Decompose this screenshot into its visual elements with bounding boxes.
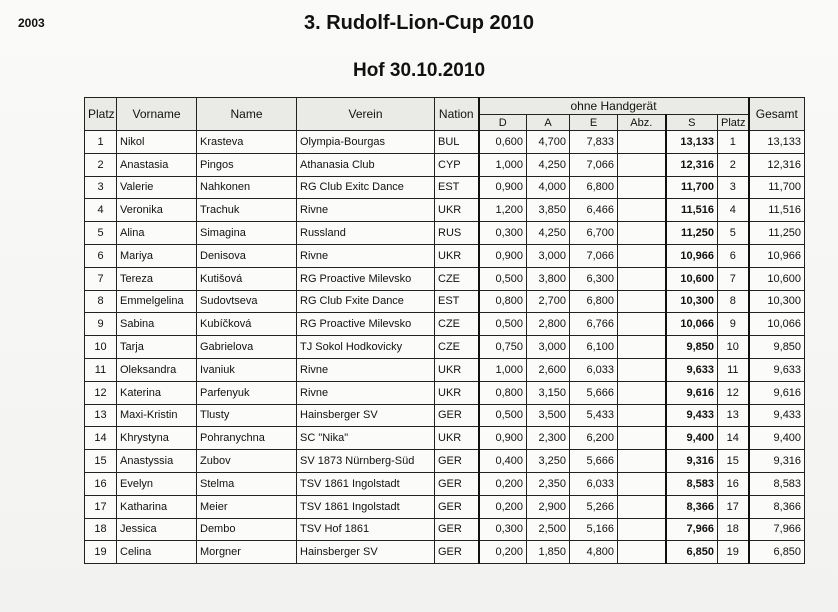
table-row: [85, 313, 805, 336]
cell-name: Sudovtseva: [197, 290, 297, 313]
cell-gesamt: 10,066: [749, 313, 805, 336]
cell-nation: UKR: [435, 358, 479, 381]
page-title: 3. Rudolf-Lion-Cup 2010: [304, 12, 534, 34]
page-subtitle: Hof 30.10.2010: [352, 60, 486, 81]
cell-abz: [618, 290, 666, 313]
cell-verein: Rivne: [297, 381, 435, 404]
cell-d: 0,800: [479, 381, 527, 404]
cell-platz: 19: [85, 541, 117, 564]
cell-platz: 6: [85, 244, 117, 267]
cell-platz: 2: [85, 153, 117, 176]
cell-abz: [618, 267, 666, 290]
cell-e: 6,700: [570, 222, 618, 245]
cell-name: Morgner: [197, 541, 297, 564]
cell-abz: [618, 176, 666, 199]
cell-d: 0,300: [479, 518, 527, 541]
cell-nation: UKR: [435, 427, 479, 450]
cell-platz2: 2: [718, 153, 749, 176]
cell-d: 0,600: [479, 131, 527, 154]
cell-platz2: 8: [718, 290, 749, 313]
cell-s: 9,316: [666, 450, 718, 473]
col-header-s: S: [666, 115, 718, 131]
cell-e: 5,433: [570, 404, 618, 427]
cell-gesamt: 10,966: [749, 244, 805, 267]
cell-s: 8,583: [666, 472, 718, 495]
cell-a: 4,250: [527, 222, 570, 245]
cell-platz: 15: [85, 450, 117, 473]
cell-a: 1,850: [527, 541, 570, 564]
cell-abz: [618, 381, 666, 404]
cell-gesamt: 6,850: [749, 541, 805, 564]
table-row: [85, 336, 805, 359]
table-row: [85, 244, 805, 267]
cell-e: 5,666: [570, 450, 618, 473]
cell-platz2: 9: [718, 313, 749, 336]
cell-vorname: Anastyssia: [117, 450, 197, 473]
table-row: [85, 222, 805, 245]
cell-e: 5,666: [570, 381, 618, 404]
cell-e: 6,800: [570, 290, 618, 313]
cell-abz: [618, 472, 666, 495]
cell-nation: GER: [435, 541, 479, 564]
cell-s: 11,700: [666, 176, 718, 199]
cell-platz: 18: [85, 518, 117, 541]
cell-nation: GER: [435, 450, 479, 473]
cell-abz: [618, 336, 666, 359]
cell-vorname: Veronika: [117, 199, 197, 222]
cell-e: 6,466: [570, 199, 618, 222]
cell-nation: CZE: [435, 336, 479, 359]
cell-platz2: 11: [718, 358, 749, 381]
cell-gesamt: 11,516: [749, 199, 805, 222]
cell-verein: RG Club Fxite Dance: [297, 290, 435, 313]
cell-gesamt: 10,300: [749, 290, 805, 313]
col-header-d: D: [479, 115, 527, 131]
cell-verein: Rivne: [297, 358, 435, 381]
cell-gesamt: 10,600: [749, 267, 805, 290]
cell-abz: [618, 244, 666, 267]
col-header-verein: Verein: [297, 98, 435, 131]
cell-name: Pingos: [197, 153, 297, 176]
cell-platz2: 7: [718, 267, 749, 290]
cell-platz2: 4: [718, 199, 749, 222]
cell-s: 13,133: [666, 131, 718, 154]
cell-platz2: 3: [718, 176, 749, 199]
col-header-e: E: [570, 115, 618, 131]
cell-verein: Rivne: [297, 244, 435, 267]
col-header-group: ohne Handgerät: [479, 98, 749, 115]
table-row: [85, 267, 805, 290]
cell-vorname: Katerina: [117, 381, 197, 404]
cell-s: 9,616: [666, 381, 718, 404]
cell-platz: 5: [85, 222, 117, 245]
cell-a: 2,600: [527, 358, 570, 381]
table-row: [85, 541, 805, 564]
cell-name: Pohranychna: [197, 427, 297, 450]
cell-a: 2,500: [527, 518, 570, 541]
cell-abz: [618, 131, 666, 154]
cell-platz2: 6: [718, 244, 749, 267]
table-row: [85, 290, 805, 313]
cell-e: 6,100: [570, 336, 618, 359]
cell-d: 1,200: [479, 199, 527, 222]
cell-d: 0,200: [479, 472, 527, 495]
col-header-abz: Abz.: [618, 115, 666, 131]
cell-nation: GER: [435, 495, 479, 518]
year-label: 2003: [18, 16, 45, 30]
cell-gesamt: 8,583: [749, 472, 805, 495]
cell-abz: [618, 541, 666, 564]
cell-platz2: 12: [718, 381, 749, 404]
cell-d: 0,900: [479, 244, 527, 267]
cell-nation: EST: [435, 176, 479, 199]
cell-platz: 8: [85, 290, 117, 313]
cell-name: Dembo: [197, 518, 297, 541]
cell-a: 2,300: [527, 427, 570, 450]
cell-e: 6,200: [570, 427, 618, 450]
cell-s: 9,633: [666, 358, 718, 381]
col-header-nation: Nation: [435, 98, 479, 131]
cell-e: 6,800: [570, 176, 618, 199]
cell-abz: [618, 358, 666, 381]
cell-platz: 4: [85, 199, 117, 222]
cell-e: 5,266: [570, 495, 618, 518]
cell-vorname: Tereza: [117, 267, 197, 290]
cell-e: 7,066: [570, 244, 618, 267]
cell-verein: Rivne: [297, 199, 435, 222]
cell-vorname: Katharina: [117, 495, 197, 518]
cell-s: 9,433: [666, 404, 718, 427]
cell-gesamt: 9,400: [749, 427, 805, 450]
cell-vorname: Mariya: [117, 244, 197, 267]
cell-d: 0,750: [479, 336, 527, 359]
cell-nation: CYP: [435, 153, 479, 176]
cell-nation: UKR: [435, 199, 479, 222]
cell-s: 12,316: [666, 153, 718, 176]
cell-s: 11,516: [666, 199, 718, 222]
cell-name: Krasteva: [197, 131, 297, 154]
table-row: [85, 518, 805, 541]
cell-d: 0,200: [479, 541, 527, 564]
cell-verein: Russland: [297, 222, 435, 245]
cell-s: 10,600: [666, 267, 718, 290]
cell-e: 6,300: [570, 267, 618, 290]
cell-platz: 9: [85, 313, 117, 336]
cell-abz: [618, 518, 666, 541]
cell-d: 0,900: [479, 176, 527, 199]
cell-abz: [618, 153, 666, 176]
cell-platz: 11: [85, 358, 117, 381]
cell-abz: [618, 313, 666, 336]
cell-nation: BUL: [435, 131, 479, 154]
cell-verein: Hainsberger SV: [297, 541, 435, 564]
cell-vorname: Maxi-Kristin: [117, 404, 197, 427]
cell-name: Ivaniuk: [197, 358, 297, 381]
cell-e: 4,800: [570, 541, 618, 564]
cell-s: 10,066: [666, 313, 718, 336]
cell-name: Gabrielova: [197, 336, 297, 359]
table-row: [85, 153, 805, 176]
cell-d: 0,500: [479, 404, 527, 427]
cell-d: 0,400: [479, 450, 527, 473]
cell-vorname: Emmelgelina: [117, 290, 197, 313]
table-row: [85, 450, 805, 473]
cell-platz: 3: [85, 176, 117, 199]
cell-gesamt: 9,850: [749, 336, 805, 359]
cell-s: 11,250: [666, 222, 718, 245]
cell-d: 1,000: [479, 358, 527, 381]
cell-nation: EST: [435, 290, 479, 313]
cell-abz: [618, 222, 666, 245]
cell-a: 2,900: [527, 495, 570, 518]
cell-e: 6,766: [570, 313, 618, 336]
cell-a: 4,700: [527, 131, 570, 154]
cell-platz2: 18: [718, 518, 749, 541]
cell-name: Zubov: [197, 450, 297, 473]
table-row: [85, 199, 805, 222]
cell-abz: [618, 495, 666, 518]
table-row: [85, 404, 805, 427]
cell-e: 6,033: [570, 358, 618, 381]
col-header-gesamt: Gesamt: [749, 98, 805, 131]
cell-gesamt: 9,616: [749, 381, 805, 404]
cell-name: Tlusty: [197, 404, 297, 427]
cell-gesamt: 7,966: [749, 518, 805, 541]
cell-platz2: 14: [718, 427, 749, 450]
col-header-a: A: [527, 115, 570, 131]
cell-a: 4,000: [527, 176, 570, 199]
cell-name: Kutišová: [197, 267, 297, 290]
cell-a: 3,850: [527, 199, 570, 222]
cell-verein: TSV 1861 Ingolstadt: [297, 495, 435, 518]
cell-nation: GER: [435, 404, 479, 427]
cell-s: 10,300: [666, 290, 718, 313]
col-header-name: Name: [197, 98, 297, 131]
cell-vorname: Anastasia: [117, 153, 197, 176]
cell-platz2: 1: [718, 131, 749, 154]
cell-abz: [618, 404, 666, 427]
cell-s: 8,366: [666, 495, 718, 518]
cell-gesamt: 8,366: [749, 495, 805, 518]
cell-platz2: 17: [718, 495, 749, 518]
cell-platz2: 13: [718, 404, 749, 427]
cell-nation: RUS: [435, 222, 479, 245]
cell-platz: 14: [85, 427, 117, 450]
cell-gesamt: 9,316: [749, 450, 805, 473]
cell-s: 7,966: [666, 518, 718, 541]
cell-vorname: Khrystyna: [117, 427, 197, 450]
cell-nation: CZE: [435, 267, 479, 290]
cell-d: 0,900: [479, 427, 527, 450]
cell-vorname: Evelyn: [117, 472, 197, 495]
cell-verein: Hainsberger SV: [297, 404, 435, 427]
cell-name: Denisova: [197, 244, 297, 267]
cell-d: 0,500: [479, 267, 527, 290]
cell-d: 0,300: [479, 222, 527, 245]
cell-vorname: Valerie: [117, 176, 197, 199]
cell-nation: CZE: [435, 313, 479, 336]
cell-e: 7,833: [570, 131, 618, 154]
cell-platz: 10: [85, 336, 117, 359]
cell-vorname: Oleksandra: [117, 358, 197, 381]
table-row: [85, 358, 805, 381]
cell-vorname: Tarja: [117, 336, 197, 359]
cell-a: 3,800: [527, 267, 570, 290]
cell-platz2: 5: [718, 222, 749, 245]
cell-platz: 13: [85, 404, 117, 427]
cell-verein: TJ Sokol Hodkovicky: [297, 336, 435, 359]
cell-name: Kubíčková: [197, 313, 297, 336]
cell-e: 5,166: [570, 518, 618, 541]
cell-platz: 1: [85, 131, 117, 154]
cell-vorname: Alina: [117, 222, 197, 245]
cell-verein: TSV 1861 Ingolstadt: [297, 472, 435, 495]
cell-a: 3,150: [527, 381, 570, 404]
cell-platz: 7: [85, 267, 117, 290]
cell-verein: SV 1873 Nürnberg-Süd: [297, 450, 435, 473]
cell-a: 2,700: [527, 290, 570, 313]
cell-name: Meier: [197, 495, 297, 518]
cell-gesamt: 11,250: [749, 222, 805, 245]
cell-e: 6,033: [570, 472, 618, 495]
cell-a: 4,250: [527, 153, 570, 176]
cell-d: 0,200: [479, 495, 527, 518]
cell-name: Stelma: [197, 472, 297, 495]
cell-platz2: 16: [718, 472, 749, 495]
cell-verein: Olympia-Bourgas: [297, 131, 435, 154]
cell-platz2: 15: [718, 450, 749, 473]
cell-nation: UKR: [435, 381, 479, 404]
cell-d: 0,500: [479, 313, 527, 336]
cell-a: 3,250: [527, 450, 570, 473]
cell-gesamt: 12,316: [749, 153, 805, 176]
cell-a: 3,500: [527, 404, 570, 427]
cell-name: Simagina: [197, 222, 297, 245]
cell-abz: [618, 427, 666, 450]
col-header-vorname: Vorname: [117, 98, 197, 131]
col-header-platz: Platz: [85, 98, 117, 131]
cell-name: Trachuk: [197, 199, 297, 222]
cell-s: 9,400: [666, 427, 718, 450]
cell-s: 6,850: [666, 541, 718, 564]
cell-verein: TSV Hof 1861: [297, 518, 435, 541]
cell-name: Parfenyuk: [197, 381, 297, 404]
cell-gesamt: 9,633: [749, 358, 805, 381]
cell-platz: 17: [85, 495, 117, 518]
cell-platz: 12: [85, 381, 117, 404]
table-row: [85, 381, 805, 404]
cell-e: 7,066: [570, 153, 618, 176]
col-header-platz2: Platz: [718, 115, 749, 131]
results-table: [84, 97, 805, 564]
cell-vorname: Nikol: [117, 131, 197, 154]
cell-gesamt: 13,133: [749, 131, 805, 154]
cell-nation: UKR: [435, 244, 479, 267]
cell-nation: GER: [435, 518, 479, 541]
cell-s: 9,850: [666, 336, 718, 359]
table-row: [85, 176, 805, 199]
cell-a: 2,800: [527, 313, 570, 336]
cell-gesamt: 11,700: [749, 176, 805, 199]
cell-abz: [618, 450, 666, 473]
cell-verein: Athanasia Club: [297, 153, 435, 176]
cell-a: 2,350: [527, 472, 570, 495]
cell-verein: RG Proactive Milevsko: [297, 313, 435, 336]
cell-platz2: 10: [718, 336, 749, 359]
cell-verein: RG Proactive Milevsko: [297, 267, 435, 290]
cell-vorname: Sabina: [117, 313, 197, 336]
table-row: [85, 427, 805, 450]
cell-verein: SC "Nika": [297, 427, 435, 450]
cell-verein: RG Club Exitc Dance: [297, 176, 435, 199]
table-row: [85, 495, 805, 518]
cell-d: 1,000: [479, 153, 527, 176]
cell-s: 10,966: [666, 244, 718, 267]
cell-vorname: Celina: [117, 541, 197, 564]
cell-a: 3,000: [527, 336, 570, 359]
cell-gesamt: 9,433: [749, 404, 805, 427]
cell-platz: 16: [85, 472, 117, 495]
cell-d: 0,800: [479, 290, 527, 313]
cell-abz: [618, 199, 666, 222]
table-row: [85, 472, 805, 495]
cell-vorname: Jessica: [117, 518, 197, 541]
table-row: [85, 131, 805, 154]
cell-platz2: 19: [718, 541, 749, 564]
cell-nation: GER: [435, 472, 479, 495]
cell-a: 3,000: [527, 244, 570, 267]
cell-name: Nahkonen: [197, 176, 297, 199]
